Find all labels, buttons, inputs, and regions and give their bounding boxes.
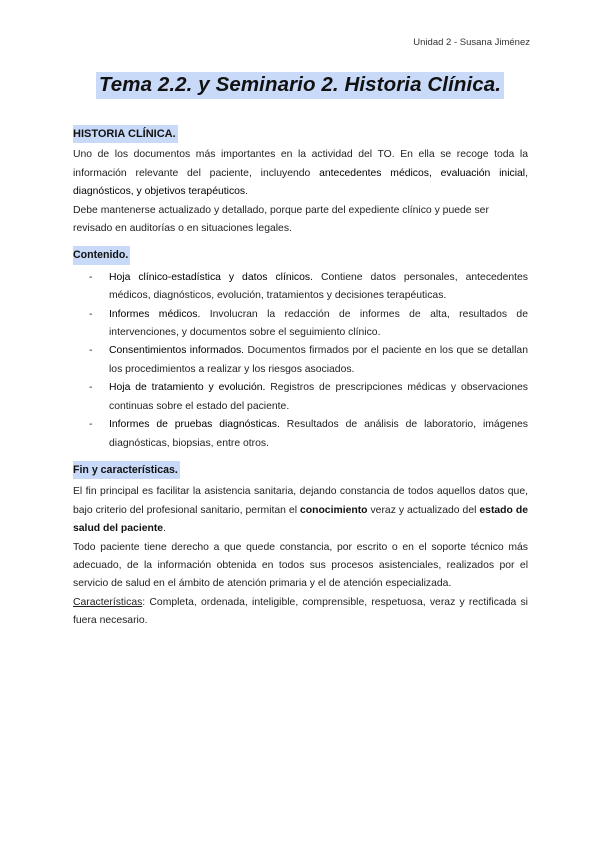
running-header: Unidad 2 - Susana Jiménez: [413, 37, 530, 48]
bold-text: estado de salud del paciente: [73, 504, 528, 535]
bold-text: conocimiento: [299, 504, 368, 516]
item-text: Documentos firmados por el paciente en los que se detallan los procedimientos a realizar y los riesgos asociados.: [109, 345, 528, 375]
dash-bullet: -: [89, 308, 93, 320]
title-container: [0, 72, 600, 99]
text-run: .: [245, 186, 249, 198]
highlight-text: diagnósticos, y objetivos terapéuticos: [73, 186, 246, 198]
text-run: veraz y actualizado del: [367, 504, 480, 516]
item-term: Hoja clínico-estadística y datos clínicos.: [109, 271, 313, 283]
subsection-heading: Contenido.: [73, 246, 130, 264]
dash-bullet: -: [89, 419, 93, 431]
text-run: El fin principal es facilitar la asistencia sanitaria, dejando constancia de todos aquellos datos que, bajo criterio del profesional sanitario, permitan el: [73, 486, 528, 516]
item-term: Informes de pruebas diagnósticas.: [109, 419, 280, 431]
item-text: Registros de prescripciones médicas y observaciones continuas sobre el estado del paciente.: [109, 382, 528, 412]
item-term: Hoja de tratamiento y evolución.: [109, 382, 266, 394]
derecho-paragraph: Todo paciente tiene derecho a que quede constancia, por escrito o en el soporte técnico más adecuado, de la información obtenida en todos sus procesos asistenciales, realizados por el servicio de salud en el ámbito de atención primaria y el de atención especializada.: [73, 541, 528, 590]
fin-heading-block: [73, 461, 528, 480]
list-item: [73, 416, 528, 453]
text-run: .: [163, 523, 166, 535]
list-item: [73, 306, 528, 343]
section-heading: HISTORIA CLÍNICA.: [73, 125, 178, 143]
dash-bullet: -: [89, 382, 93, 394]
page-title: Tema 2.2. y Seminario 2. Historia Clínica.: [96, 72, 504, 99]
fin-paragraph: [73, 483, 528, 538]
list-item: [73, 379, 528, 416]
caracteristicas-paragraph: [73, 594, 528, 631]
update-paragraph: Debe mantenerse actualizado y detallado, porque parte del expediente clínico y puede ser revisado en auditorías o en situaciones legales.: [73, 204, 489, 235]
list-item: [73, 342, 528, 379]
section-historia-clinica: [73, 125, 528, 238]
dash-bullet: -: [89, 271, 93, 283]
item-text: Contiene datos personales, antecedentes médicos, diagnósticos, evolución, tratamientos y decisiones terapéuticas.: [109, 271, 528, 302]
item-term: Consentimientos informados.: [109, 345, 245, 357]
item-term: Informes médicos.: [109, 308, 201, 320]
text-run: : Completa, ordenada, inteligible, comprensible, respetuosa, veraz y rectificada si fuera necesario.: [73, 596, 528, 627]
underlined-label: Características: [73, 596, 143, 608]
text-run: Uno de los documentos más importantes en la actividad del TO. En ella se recoge toda la información relevante del paciente, incluyendo: [73, 149, 528, 179]
contenido-heading-block: [73, 246, 528, 265]
highlight-text: antecedentes médicos, evaluación inicial: [319, 167, 526, 179]
contenido-list: [73, 269, 528, 453]
item-text: Resultados de análisis de laboratorio, imágenes diagnósticas, biopsias, entre otros.: [109, 419, 528, 449]
text-run: ,: [525, 167, 528, 179]
subsection-heading: Fin y características.: [73, 461, 180, 479]
list-item: [73, 269, 528, 306]
item-text: Involucran la redacción de informes de alta, resultados de intervenciones, y documentos sobre el seguimiento clínico.: [109, 308, 528, 339]
intro-paragraph: [73, 146, 528, 201]
dash-bullet: -: [89, 345, 93, 357]
document-body: [73, 125, 528, 631]
